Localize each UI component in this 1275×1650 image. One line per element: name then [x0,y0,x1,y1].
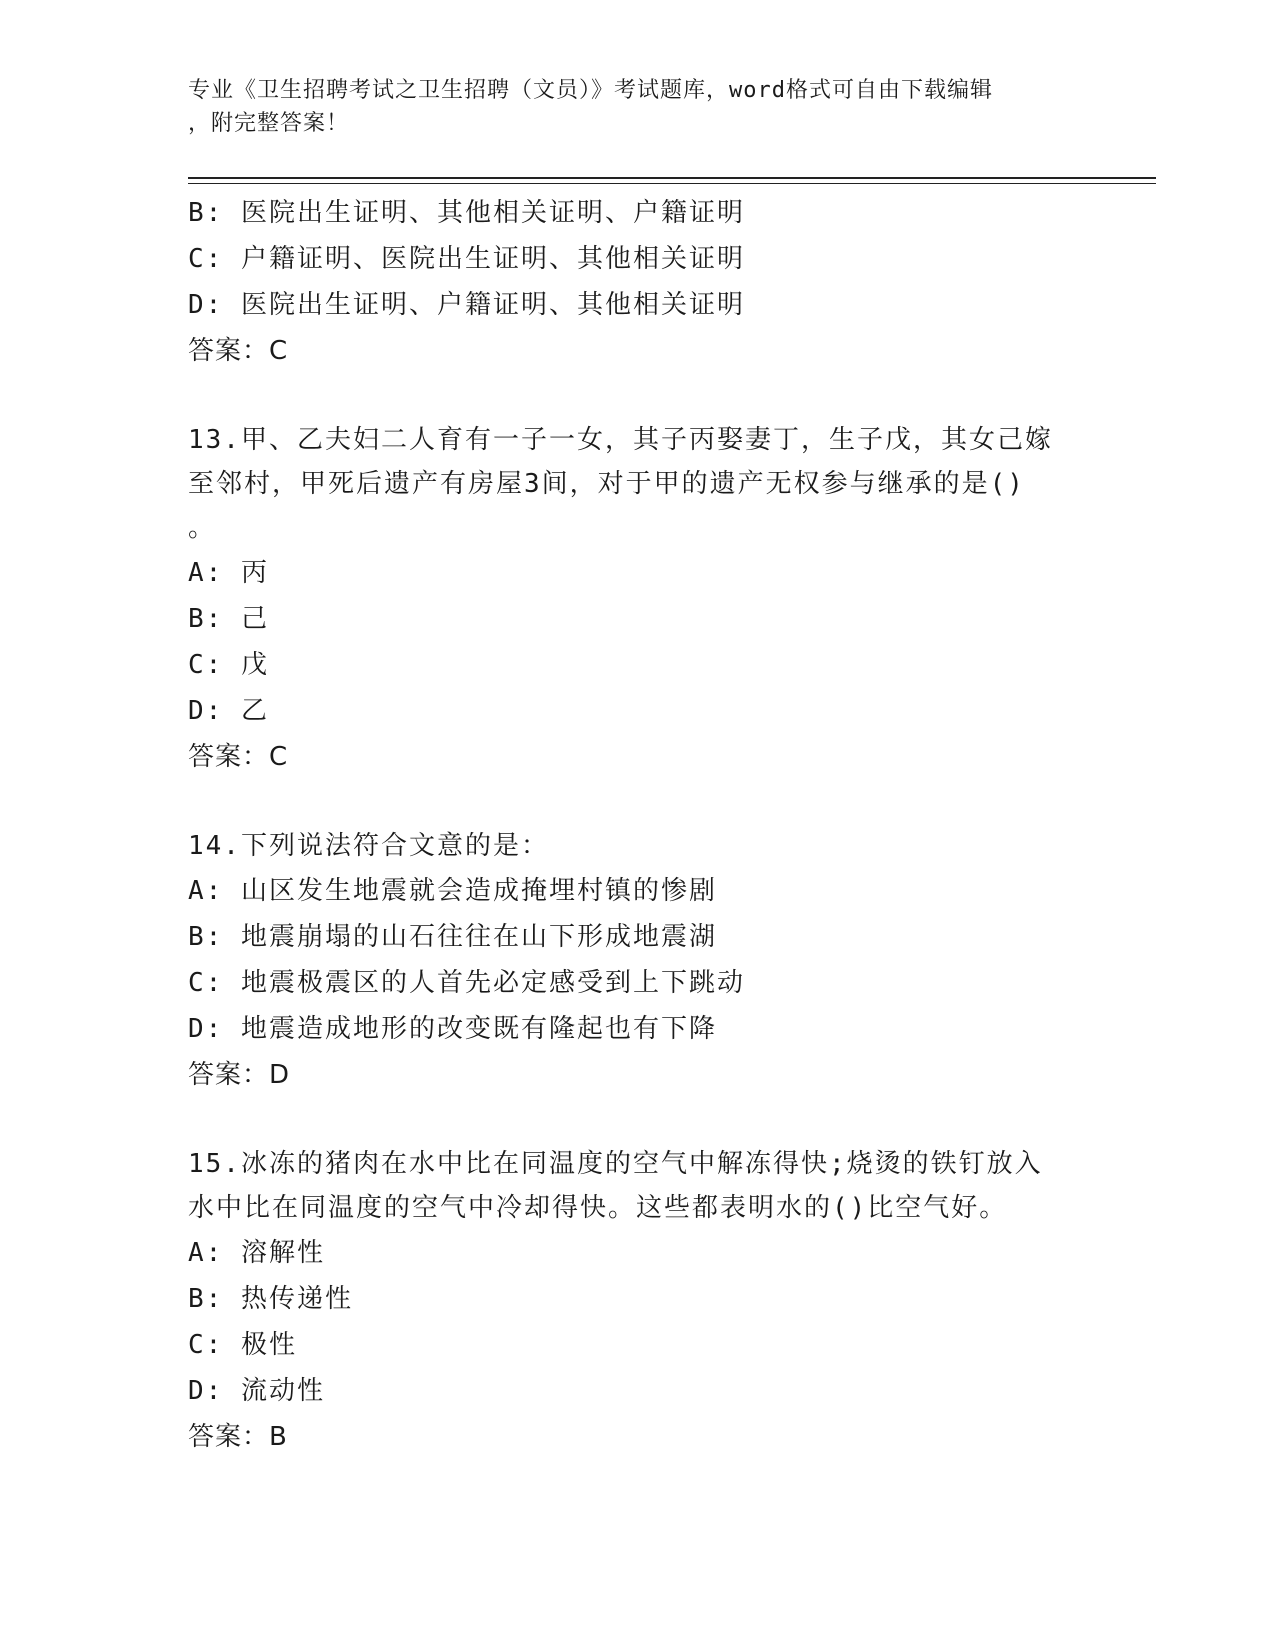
spacer [188,1098,1088,1142]
answer-line: 答案：C [188,742,289,772]
question-stem-line: 13.甲、乙夫妇二人育有一子一女，其子丙娶妻丁，生子戊，其女己嫁 [188,425,1053,455]
option-a: A: 山区发生地震就会造成掩埋村镇的惨剧 [188,876,717,906]
header-divider-thin [188,183,1156,184]
answer-line: 答案：B [188,1422,288,1452]
question-list [188,190,1088,1460]
question-stem-line: 14.下列说法符合文意的是： [188,831,549,861]
option-b: B: 地震崩塌的山石往往在山下形成地震湖 [188,922,717,952]
header-divider-thick [188,177,1156,179]
answer-line: 答案：D [188,1060,291,1090]
question-13 [188,418,1088,780]
option-d: D: 流动性 [188,1376,325,1406]
option-c: C: 地震极震区的人首先必定感受到上下跳动 [188,968,745,998]
question-stem-line: 15.冰冻的猪肉在水中比在同温度的空气中解冻得快;烧烫的铁钉放入 [188,1149,1043,1179]
answer-line: 答案：C [188,336,289,366]
option-d: D: 乙 [188,696,269,726]
document-header [188,74,1068,140]
option-b: B: 己 [188,604,269,634]
question-stem-line: 。 [188,513,217,543]
question-14 [188,824,1088,1098]
option-c: C: 极性 [188,1330,297,1360]
option-b: B: 热传递性 [188,1284,353,1314]
option-c: C: 户籍证明、医院出生证明、其他相关证明 [188,244,745,274]
header-line-1: 专业《卫生招聘考试之卫生招聘（文员）》考试题库，word格式可自由下载编辑 [188,78,993,103]
question-15 [188,1142,1088,1460]
option-b: B: 医院出生证明、其他相关证明、户籍证明 [188,198,745,228]
question-12 [188,190,1088,374]
header-line-2: ，附完整答案！ [188,111,350,136]
option-a: A: 溶解性 [188,1238,325,1268]
option-d: D: 医院出生证明、户籍证明、其他相关证明 [188,290,745,320]
question-stem-line: 水中比在同温度的空气中冷却得快。这些都表明水的()比空气好。 [188,1193,1008,1223]
question-stem-line: 至邻村，甲死后遗产有房屋3间，对于甲的遗产无权参与继承的是() [188,469,1025,499]
spacer [188,374,1088,418]
option-c: C: 戊 [188,650,269,680]
option-d: D: 地震造成地形的改变既有隆起也有下降 [188,1014,717,1044]
option-a: A: 丙 [188,558,269,588]
spacer [188,780,1088,824]
